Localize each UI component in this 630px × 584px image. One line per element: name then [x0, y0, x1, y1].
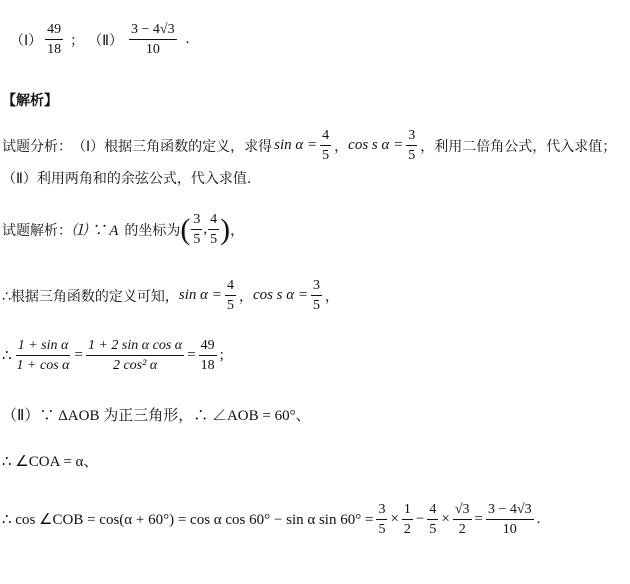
analysis-text-2: ，利用二倍角公式，代入求值；	[420, 138, 617, 155]
analysis-line-2: （Ⅱ）利用两角和的余弦公式，代入求值.	[2, 171, 252, 187]
coord-y-fraction	[208, 212, 219, 248]
equals-sign: =	[74, 347, 83, 364]
answer-line	[10, 22, 189, 58]
solution-line-2	[2, 278, 339, 314]
fraction-denominator: 5	[429, 522, 437, 538]
therefore-symbol: ∴	[2, 348, 12, 365]
semicolon: ;	[219, 347, 224, 364]
fraction-sqrt3-2	[453, 502, 472, 538]
analysis-label: 试题分析：	[2, 138, 72, 155]
comma: ，	[238, 288, 253, 305]
answer-part2-fraction	[129, 22, 177, 58]
fraction-numerator: 3	[376, 502, 387, 520]
solution-line-1	[2, 212, 244, 248]
fraction-denominator: 2	[458, 522, 466, 538]
minus-sign: −	[415, 511, 425, 528]
cos-fraction	[311, 278, 322, 314]
fraction-denominator: 10	[145, 42, 160, 58]
left-paren: (	[180, 212, 191, 246]
fraction-numerator: 1 + 2 sin α cos α	[86, 338, 184, 356]
answer-end: .	[185, 31, 190, 48]
fraction-denominator: 5	[408, 148, 416, 164]
fraction-numerator: 4	[320, 128, 331, 146]
fraction-denominator: 10	[502, 522, 517, 538]
sin-fraction	[320, 128, 331, 164]
analysis-heading: 【解析】	[2, 93, 58, 109]
times-sign: ×	[441, 511, 450, 528]
fraction-denominator: 5	[378, 522, 386, 538]
fraction-denominator: 5	[313, 298, 321, 314]
fraction-numerator: 4	[427, 502, 438, 520]
fraction-numerator: 4	[225, 278, 236, 296]
solution-line-5: ∴ ∠COA = α、	[2, 454, 99, 470]
fraction-numerator: 3	[311, 278, 322, 296]
step1-text: 的坐标为	[124, 222, 181, 239]
sin-expression: sin α =	[178, 287, 222, 304]
fraction-denominator: 5	[226, 298, 234, 314]
comma: ，	[334, 138, 349, 155]
expanded-fraction	[86, 338, 184, 374]
solution-line-4: （Ⅱ）∵ ΔAOB 为正三角形，∴ ∠AOB = 60°、	[2, 408, 311, 424]
cos-fraction	[406, 128, 417, 164]
fraction-denominator: 5	[210, 232, 218, 248]
fraction-denominator: 2	[403, 522, 411, 538]
equals-sign: =	[187, 347, 196, 364]
period: .	[536, 511, 541, 528]
step2-text: ∴根据三角函数的定义可知，	[2, 288, 179, 305]
coord-x-fraction	[191, 212, 202, 248]
fraction-1-2	[402, 502, 413, 538]
final-fraction	[486, 502, 534, 538]
fraction-numerator: 4	[208, 212, 219, 230]
fraction-numerator: 3 − 4√3	[129, 22, 177, 40]
fraction-4-5	[427, 502, 438, 538]
solution-line-3	[2, 338, 224, 374]
equals-sign: =	[474, 511, 483, 528]
step1-math: ⑴ ∵ A	[72, 223, 119, 240]
fraction-numerator: 3 − 4√3	[486, 502, 534, 520]
step1-end: ，	[230, 222, 245, 239]
fraction-denominator: 18	[200, 358, 215, 374]
part1-label: （Ⅰ）	[10, 32, 43, 49]
fraction-denominator: 18	[47, 42, 62, 58]
fraction-numerator: 49	[199, 338, 217, 356]
cos-expression: cos s α =	[252, 287, 309, 304]
cos-sum-expression: ∴ cos ∠COB = cos(α + 60°) = cos α cos 60° − sin α sin 60° =	[2, 512, 374, 529]
fraction-denominator: 5	[322, 148, 330, 164]
fraction-denominator: 2 cos² α	[112, 358, 158, 374]
fraction-numerator: 1	[402, 502, 413, 520]
right-paren: )	[220, 212, 231, 246]
part2-label: （Ⅱ）	[88, 32, 124, 49]
fraction-numerator: 49	[45, 22, 63, 40]
fraction-numerator: 3	[191, 212, 202, 230]
fraction-numerator: 3	[406, 128, 417, 146]
ratio-fraction	[15, 338, 72, 374]
fraction-numerator: √3	[453, 502, 472, 520]
comma: ,	[203, 221, 208, 238]
sin-fraction	[225, 278, 236, 314]
fraction-3-5	[376, 502, 387, 538]
solution-line-6	[2, 502, 540, 538]
solution-label: 试题解析：	[2, 222, 72, 239]
separator: ；	[70, 32, 85, 49]
cos-expression: cos s α =	[348, 137, 404, 154]
step2-end: ，	[325, 288, 340, 305]
fraction-denominator: 1 + cos α	[16, 358, 70, 374]
times-sign: ×	[390, 511, 399, 528]
answer-part1-fraction	[45, 22, 63, 58]
analysis-line-1	[2, 128, 616, 164]
result-fraction	[199, 338, 217, 374]
fraction-denominator: 5	[193, 232, 201, 248]
fraction-numerator: 1 + sin α	[16, 338, 71, 356]
sin-expression: sin α =	[274, 137, 318, 154]
analysis-text-1: （Ⅰ）根据三角函数的定义，求得	[72, 138, 273, 155]
